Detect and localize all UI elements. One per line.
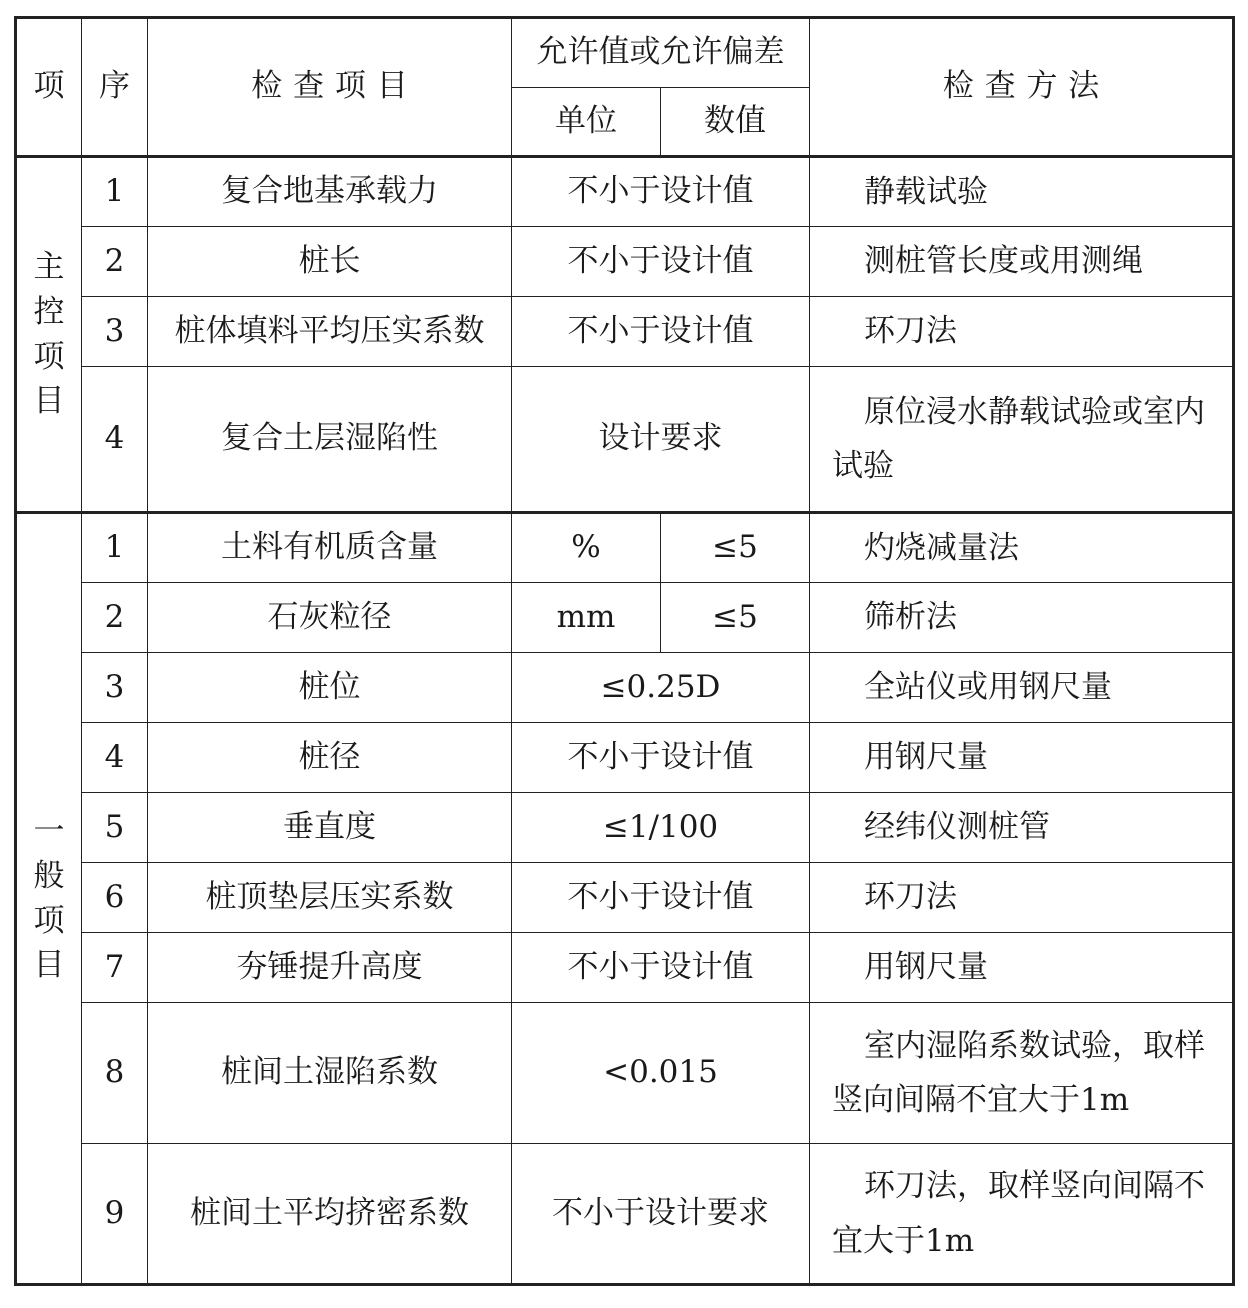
row-item: 桩间土湿陷系数 [148, 1003, 512, 1144]
table-row [16, 793, 1234, 863]
row-allow: 不小于设计值 [512, 297, 810, 367]
row-method: 用钢尺量 [810, 723, 1234, 793]
row-seq: 8 [82, 1003, 148, 1144]
row-item: 桩径 [148, 723, 512, 793]
row-value: ≤5 [661, 513, 810, 583]
table-row [16, 1144, 1234, 1285]
table-row [16, 723, 1234, 793]
row-method: 用钢尺量 [810, 933, 1234, 1003]
row-seq: 2 [82, 227, 148, 297]
row-item: 桩间土平均挤密系数 [148, 1144, 512, 1285]
row-unit: % [512, 513, 661, 583]
row-item: 桩位 [148, 653, 512, 723]
header-value: 数值 [661, 88, 810, 157]
row-item: 桩体填料平均压实系数 [148, 297, 512, 367]
row-item: 石灰粒径 [148, 583, 512, 653]
inspection-table-sheet [14, 16, 1235, 1286]
header-category: 项 [16, 18, 82, 157]
row-allow: ≤0.25D [512, 653, 810, 723]
row-method: 环刀法，取样竖向间隔不宜大于1m [810, 1144, 1234, 1285]
row-method: 环刀法 [810, 297, 1234, 367]
row-allow: ≤1/100 [512, 793, 810, 863]
row-item: 桩长 [148, 227, 512, 297]
table-row [16, 653, 1234, 723]
row-seq: 3 [82, 653, 148, 723]
header-row-1 [16, 18, 1234, 88]
table-row [16, 513, 1234, 583]
row-value: ≤5 [661, 583, 810, 653]
row-allow: 不小于设计值 [512, 933, 810, 1003]
inspection-table [14, 16, 1235, 1286]
row-allow: 不小于设计值 [512, 227, 810, 297]
table-row [16, 933, 1234, 1003]
row-item: 土料有机质含量 [148, 513, 512, 583]
row-method: 室内湿陷系数试验，取样竖向间隔不宜大于1m [810, 1003, 1234, 1144]
row-seq: 4 [82, 723, 148, 793]
row-allow: <0.015 [512, 1003, 810, 1144]
row-seq: 3 [82, 297, 148, 367]
header-item: 检查项目 [148, 18, 512, 157]
row-method: 环刀法 [810, 863, 1234, 933]
header-seq: 序 [82, 18, 148, 157]
row-seq: 2 [82, 583, 148, 653]
row-seq: 1 [82, 157, 148, 227]
table-row [16, 297, 1234, 367]
table-row [16, 863, 1234, 933]
row-seq: 1 [82, 513, 148, 583]
row-unit: mm [512, 583, 661, 653]
row-method: 原位浸水静载试验或室内试验 [810, 367, 1234, 513]
table-row [16, 157, 1234, 227]
row-seq: 6 [82, 863, 148, 933]
row-item: 复合地基承载力 [148, 157, 512, 227]
header-allow: 允许值或允许偏差 [512, 18, 810, 88]
group-label-main: 主控项目 [16, 157, 82, 513]
table-row [16, 367, 1234, 513]
row-item: 桩顶垫层压实系数 [148, 863, 512, 933]
row-seq: 9 [82, 1144, 148, 1285]
row-seq: 7 [82, 933, 148, 1003]
row-allow: 不小于设计要求 [512, 1144, 810, 1285]
header-method: 检查方法 [810, 18, 1234, 157]
row-item: 夯锤提升高度 [148, 933, 512, 1003]
row-seq: 4 [82, 367, 148, 513]
header-unit: 单位 [512, 88, 661, 157]
row-allow: 不小于设计值 [512, 863, 810, 933]
group-label-general: 一般项目 [16, 513, 82, 1285]
row-method: 经纬仪测桩管 [810, 793, 1234, 863]
row-item: 复合土层湿陷性 [148, 367, 512, 513]
row-allow: 不小于设计值 [512, 723, 810, 793]
row-allow: 设计要求 [512, 367, 810, 513]
row-item: 垂直度 [148, 793, 512, 863]
row-method: 测桩管长度或用测绳 [810, 227, 1234, 297]
table-row [16, 227, 1234, 297]
table-row [16, 583, 1234, 653]
row-seq: 5 [82, 793, 148, 863]
row-method: 静载试验 [810, 157, 1234, 227]
row-method: 筛析法 [810, 583, 1234, 653]
row-allow: 不小于设计值 [512, 157, 810, 227]
row-method: 灼烧减量法 [810, 513, 1234, 583]
table-row [16, 1003, 1234, 1144]
row-method: 全站仪或用钢尺量 [810, 653, 1234, 723]
